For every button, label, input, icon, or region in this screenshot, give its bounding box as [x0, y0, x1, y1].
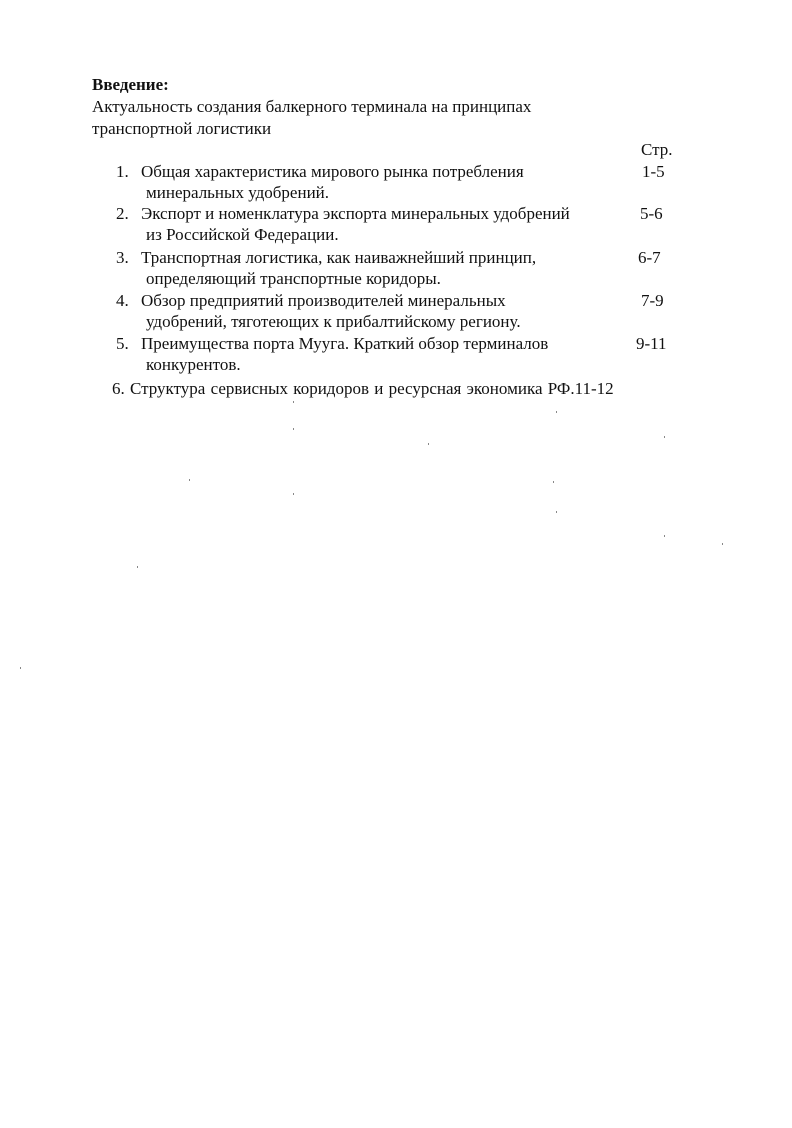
toc-item-number: 5.	[116, 334, 129, 353]
toc-item-pages: 1-5	[642, 162, 665, 181]
toc-item-6: 6. Структура сервисных коридоров и ресурсная экономика РФ.11-12	[112, 379, 614, 398]
scan-speck	[664, 535, 665, 537]
toc-item-title: Экспорт и номенклатура экспорта минеральных удобрений	[141, 204, 570, 223]
scan-speck	[553, 481, 554, 483]
scan-speck	[293, 493, 294, 495]
toc-item-pages: 9-11	[636, 334, 667, 353]
toc-item-number: 3.	[116, 248, 129, 267]
toc-item-title-continuation: определяющий транспортные коридоры.	[146, 269, 441, 288]
toc-item-title: Общая характеристика мирового рынка потребления	[141, 162, 524, 181]
toc-item-number: 2.	[116, 204, 129, 223]
toc-item-title: Транспортная логистика, как наиважнейший принцип,	[141, 248, 537, 267]
introduction-heading: Введение:	[92, 75, 169, 94]
toc-item-number: 4.	[116, 291, 129, 310]
scan-speck	[722, 543, 723, 545]
scan-speck	[428, 443, 429, 445]
scan-speck	[20, 667, 21, 669]
toc-item-pages: 7-9	[641, 291, 664, 310]
scan-speck	[293, 401, 294, 403]
page-column-label: Стр.	[641, 140, 673, 159]
scan-speck	[137, 566, 138, 568]
toc-item-title-continuation: конкурентов.	[146, 355, 241, 374]
toc-item-title-continuation: из Российской Федерации.	[146, 225, 339, 244]
introduction-text	[92, 96, 652, 140]
toc-item-title-continuation: минеральных удобрений.	[146, 183, 330, 202]
scan-speck	[556, 511, 557, 513]
scan-speck	[189, 479, 190, 481]
toc-item-pages: 5-6	[640, 204, 663, 223]
scan-speck	[556, 411, 557, 413]
toc-item-number: 1.	[116, 162, 129, 181]
toc-item-title: Обзор предприятий производителей минеральных	[141, 291, 506, 310]
toc-item-title-continuation: удобрений, тяготеющих к прибалтийскому региону.	[146, 312, 521, 331]
scan-speck	[664, 436, 665, 438]
introduction-line: транспортной логистики	[92, 119, 272, 138]
scan-speck	[293, 428, 294, 430]
introduction-line: Актуальность создания балкерного терминала на принципах	[92, 97, 532, 116]
toc-item-pages: 6-7	[638, 248, 661, 267]
toc-item-title: Преимущества порта Мууга. Краткий обзор терминалов	[141, 334, 549, 353]
